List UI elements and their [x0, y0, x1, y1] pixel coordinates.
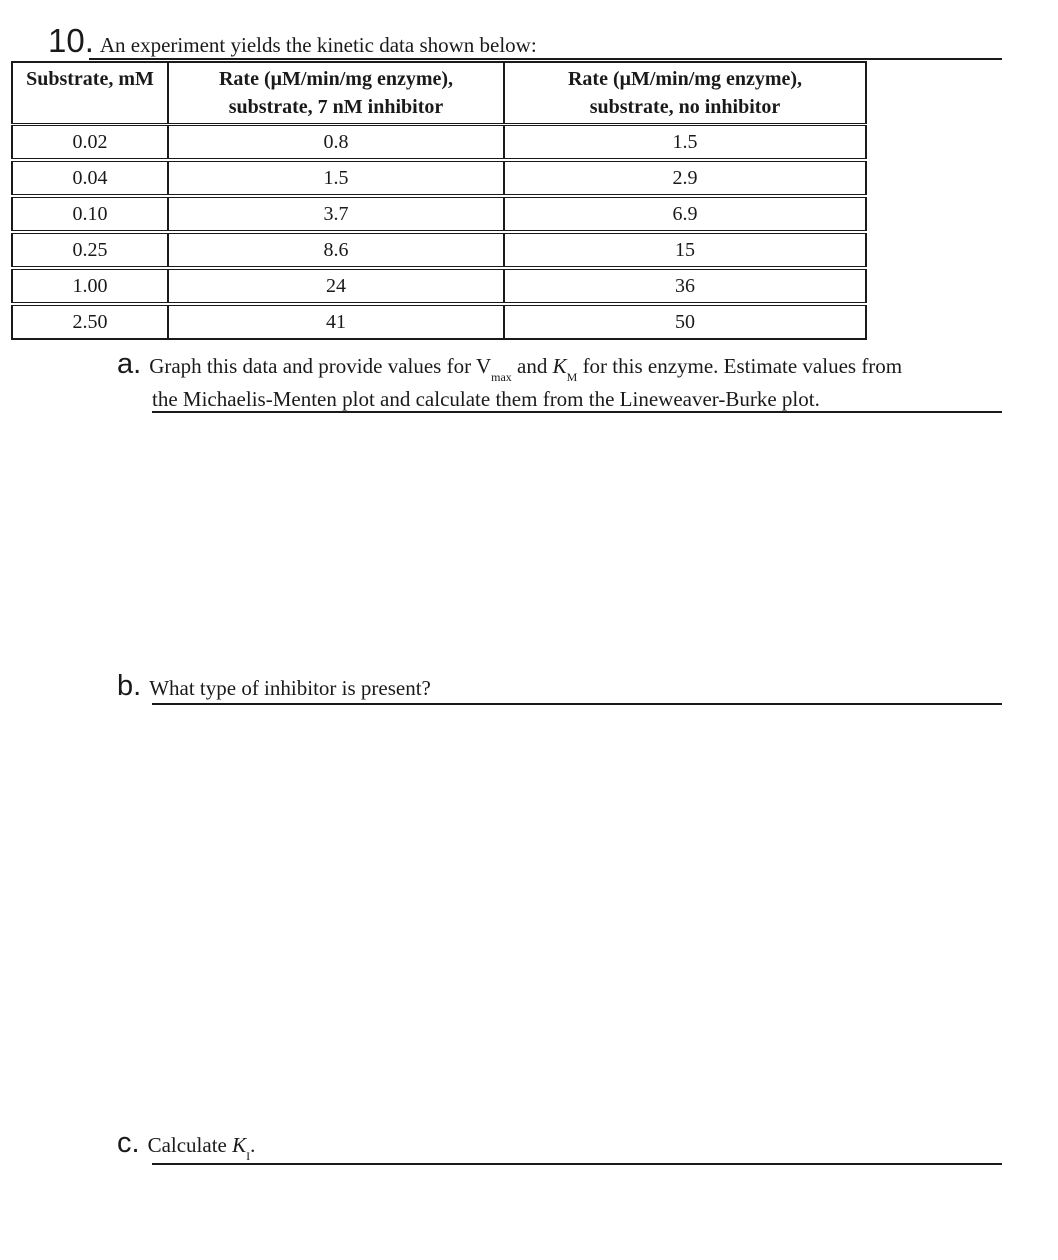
table-row: [12, 125, 866, 161]
cell-rate-inhibitor: 0.8: [168, 125, 504, 161]
question-number: 10.: [48, 22, 94, 59]
cell-rate-no-inhibitor: 36: [504, 268, 866, 304]
table-row: [12, 268, 866, 304]
vmax-subscript: max: [491, 370, 512, 384]
table-header-row: [12, 62, 866, 125]
table-row: [12, 232, 866, 268]
table-row: [12, 196, 866, 232]
cell-rate-no-inhibitor: 1.5: [504, 125, 866, 161]
part-a-label: a.: [117, 348, 142, 380]
part-b-question: b. What type of inhibitor is present?: [117, 670, 431, 702]
cell-rate-no-inhibitor: 2.9: [504, 160, 866, 196]
part-a-line1: a. Graph this data and provide values for $V_{max}$ and $K_M$ for this enzyme. Estimate values from: [117, 348, 903, 384]
cell-substrate: 0.25: [12, 232, 168, 268]
table-row: [12, 304, 866, 339]
cell-substrate: 0.04: [12, 160, 168, 196]
cell-substrate: 0.10: [12, 196, 168, 232]
cell-rate-no-inhibitor: 15: [504, 232, 866, 268]
part-b-answer-line: [152, 703, 1002, 705]
part-a-answer-line: [152, 411, 1002, 413]
part-b-label: b.: [117, 670, 142, 702]
part-c-question: c. Calculate $K_I$.: [117, 1127, 256, 1163]
ki-subscript: I: [246, 1149, 251, 1163]
question-underline: [89, 58, 1002, 60]
cell-rate-inhibitor: 8.6: [168, 232, 504, 268]
table-row: [12, 160, 866, 196]
header-substrate: Substrate, mM: [12, 62, 168, 125]
part-a-line2: the Michaelis-Menten plot and calculate them from the Lineweaver-Burke plot.: [152, 387, 820, 411]
part-c-answer-line: [152, 1163, 1002, 1165]
header-rate-no-inhibitor: Rate (μM/min/mg enzyme), substrate, no inhibitor: [504, 62, 866, 125]
cell-rate-no-inhibitor: 50: [504, 304, 866, 339]
question-header: [48, 22, 537, 60]
cell-rate-inhibitor: 24: [168, 268, 504, 304]
cell-rate-no-inhibitor: 6.9: [504, 196, 866, 232]
header-rate-inhibitor: Rate (μM/min/mg enzyme), substrate, 7 nM inhibitor: [168, 62, 504, 125]
cell-substrate: 1.00: [12, 268, 168, 304]
cell-rate-inhibitor: 3.7: [168, 196, 504, 232]
cell-rate-inhibitor: 41: [168, 304, 504, 339]
question-text: An experiment yields the kinetic data shown below:: [99, 33, 537, 57]
part-c-label: c.: [117, 1127, 140, 1159]
cell-substrate: 0.02: [12, 125, 168, 161]
cell-rate-inhibitor: 1.5: [168, 160, 504, 196]
kinetic-data-table: [11, 61, 867, 340]
km-subscript: M: [566, 370, 578, 384]
cell-substrate: 2.50: [12, 304, 168, 339]
